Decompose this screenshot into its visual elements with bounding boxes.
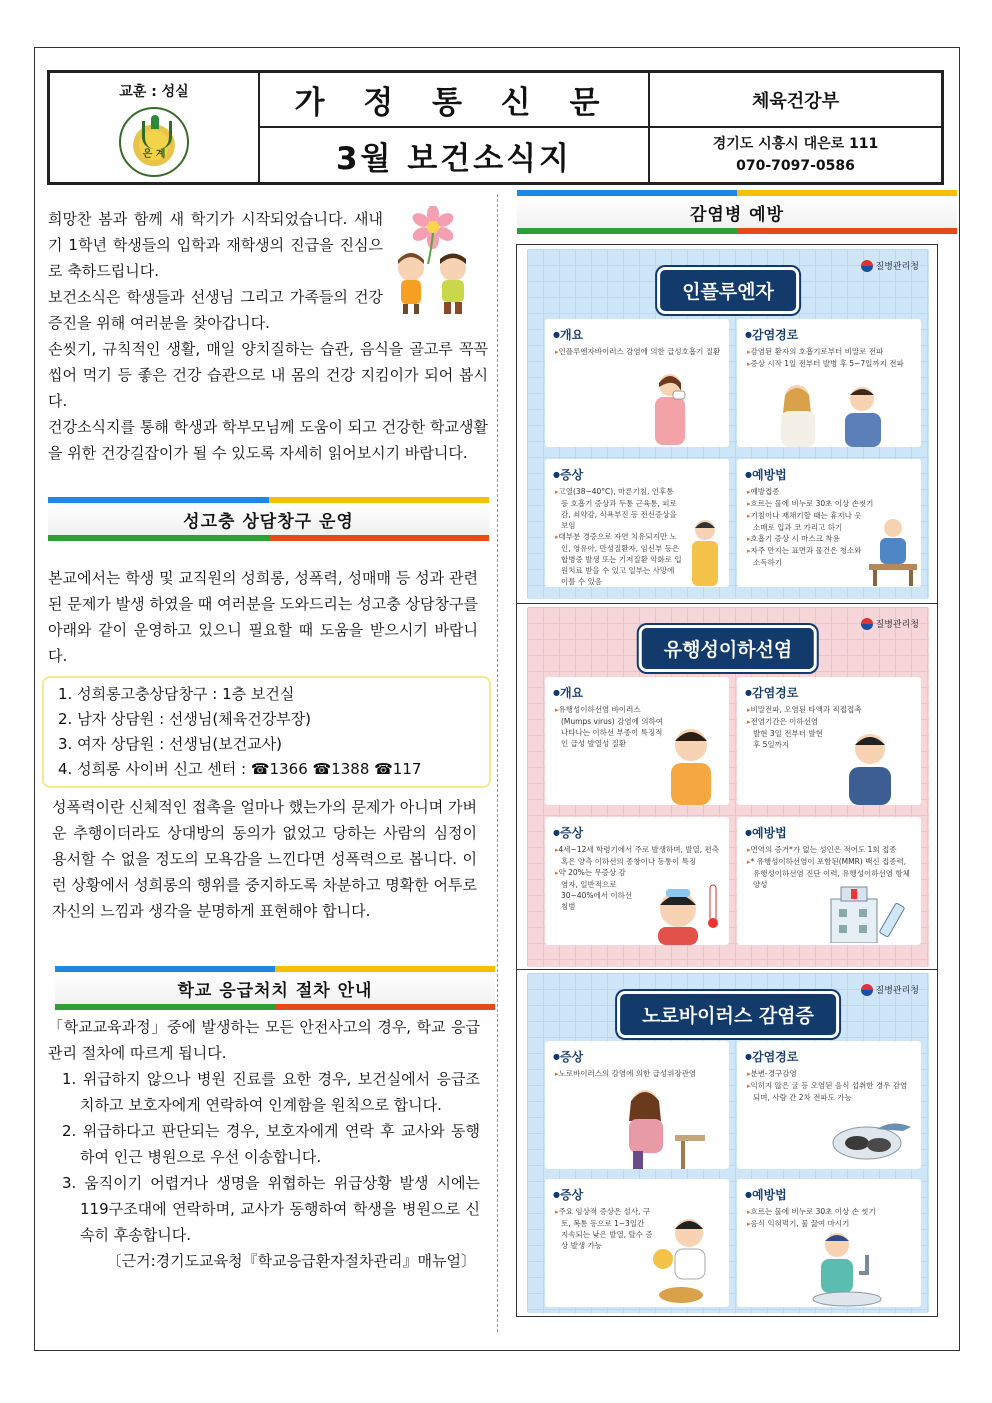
vomiting-person-icon bbox=[635, 1213, 727, 1307]
card-line: ▸ 대부분 경증으로 자연 치유되지만 노인, 영유아, 만성질환자, 임신부 등은 합병증 발생 또는 기저질환 악화로 입원치료 받을 수 있고 일부는 사망에 이를 수 있음 bbox=[553, 531, 683, 587]
card-transmission bbox=[737, 319, 921, 447]
card-line: ▸ 기침이나 재채기할 때는 휴지나 옷소매로 입과 코 가리고 하기 bbox=[745, 510, 865, 533]
coughing-man-icon bbox=[825, 721, 915, 805]
cleaning-person-icon bbox=[865, 514, 921, 586]
poster-norovirus bbox=[527, 973, 929, 1313]
card-prevention bbox=[737, 1179, 921, 1307]
firstaid-section bbox=[48, 1014, 480, 1274]
poster-title: 유행성이하선염 bbox=[639, 625, 817, 672]
poster-separator bbox=[517, 969, 937, 970]
card-heading: ● 감염경로 bbox=[745, 1048, 914, 1065]
school-phone: 070-7097-0586 bbox=[736, 158, 855, 174]
sneezing-people-icon bbox=[757, 377, 907, 447]
child-boy-icon bbox=[440, 254, 466, 315]
kdca-label: 질병관리청 bbox=[875, 620, 919, 630]
card-transmission bbox=[737, 677, 921, 805]
card-line: ▸ 음식 익혀먹기, 물 끓여 마시기 bbox=[745, 1218, 914, 1230]
sick-woman-seated-icon bbox=[605, 1081, 715, 1169]
card-symptoms bbox=[545, 459, 729, 587]
card-line: ▸ 유행성이하선염 바이러스 (Mumps virus) 감염에 의하여 나타나는 이하선 부종이 특징적인 급성 발열성 질환 bbox=[553, 704, 663, 749]
card-line: ▸ 주요 임상적 증상은 설사, 구토, 복통 등으로 1~3일간 지속되는 낮은 발열, 탈수 증상 발생 가능 bbox=[553, 1206, 653, 1251]
card-heading: ● 감염경로 bbox=[745, 684, 914, 701]
card-line: ▸ 자주 만지는 표면과 물건은 청소와 소독하기 bbox=[745, 545, 865, 568]
card-heading: ● 증상 bbox=[553, 466, 722, 483]
card-line: ▸ 예방접종 bbox=[745, 486, 914, 498]
kdca-label: 질병관리청 bbox=[875, 986, 919, 996]
card-overview bbox=[545, 1041, 729, 1169]
card-overview bbox=[545, 319, 729, 447]
kdca-emblem-icon bbox=[861, 260, 873, 272]
card-line: ▸ 비말전파, 오염된 타액과 직접접촉 bbox=[745, 704, 914, 716]
card-prevention bbox=[737, 817, 921, 945]
child-girl-icon bbox=[398, 253, 424, 314]
card-heading: ● 감염경로 bbox=[745, 326, 914, 343]
newsletter-header bbox=[47, 70, 944, 185]
card-line: ▸ 분변-경구감염 bbox=[745, 1068, 914, 1080]
card-heading: ● 개요 bbox=[553, 684, 722, 701]
firstaid-step-3: 3. 움직이기 어렵거나 생명을 위협하는 위급상황 발생 시에는 119구조대에 연락하며, 교사가 동행하여 학생을 병원으로 신속히 후송합니다. bbox=[62, 1174, 480, 1244]
consult-section-header bbox=[48, 497, 489, 541]
emblem-text: 은 계 bbox=[142, 149, 166, 160]
card-line: ▸ 4세~12세 학령기에서 주로 발생하며, 발열, 편측 혹은 양측 이하선의 종창이나 동통이 특징 bbox=[553, 844, 722, 867]
coughing-woman-icon bbox=[615, 367, 715, 445]
card-line: ▸ 증상 시작 1일 전부터 발병 후 5~7일까지 전파 bbox=[745, 358, 914, 370]
oyster-fish-icon bbox=[827, 1113, 917, 1163]
firstaid-section-header bbox=[55, 966, 495, 1010]
kdca-logo bbox=[861, 617, 919, 630]
hospital-syringe-icon bbox=[827, 883, 917, 943]
intro-paragraph-4: 건강소식지를 통해 학생과 학부모님께 도움이 되고 건강한 학교생활을 위한 건강길잡이가 될 수 있도록 자세히 읽어보시기 바랍니다. bbox=[48, 418, 488, 462]
contact-cell bbox=[649, 127, 942, 183]
card-line: ▸ 면역의 증거*가 없는 성인은 적어도 1회 접종 bbox=[745, 844, 914, 856]
kdca-label: 질병관리청 bbox=[875, 262, 919, 272]
kdca-logo bbox=[861, 983, 919, 996]
kdca-logo bbox=[861, 259, 919, 272]
school-address: 경기도 시흥시 대은로 111 bbox=[712, 136, 879, 152]
card-heading: ● 증상 bbox=[553, 1048, 722, 1065]
feverish-girl-thermometer-icon bbox=[640, 877, 728, 945]
kdca-emblem-icon bbox=[861, 618, 873, 630]
column-divider bbox=[497, 194, 498, 1332]
card-symptoms bbox=[545, 1179, 729, 1307]
card-prevention bbox=[737, 459, 921, 587]
card-line: ▸ 흐르는 물에 비누로 30초 이상 손씻기 bbox=[745, 498, 914, 510]
consult-item-male-counselor: 2. 남자 상담원 : 선생님(체육건강부장) bbox=[58, 710, 312, 728]
kdca-emblem-icon bbox=[861, 984, 873, 996]
card-line: ▸ 익히지 않은 굴 등 오염된 음식 섭취한 경우 감염되며, 사람 간 2차 전파도 가능 bbox=[745, 1080, 914, 1103]
intro-paragraph-2: 보건소식은 학생들과 선생님 그리고 가족들의 건강증진을 위해 여러분을 찾아갑니다. bbox=[48, 288, 383, 332]
department-name: 체육건강부 bbox=[649, 72, 942, 127]
sick-person-icon bbox=[680, 514, 729, 586]
poster-separator bbox=[517, 603, 937, 604]
newsletter-subtitle: 3월 보건소식지 bbox=[259, 127, 649, 183]
consult-item-female-counselor: 3. 여자 상담원 : 선생님(보건교사) bbox=[58, 735, 283, 753]
card-heading: ● 증상 bbox=[553, 824, 722, 841]
card-line: ▸ 감염된 환자의 호흡기로부터 비말로 전파 bbox=[745, 346, 914, 358]
card-line: ▸ 흐르는 물에 비누로 30초 이상 손 씻기 bbox=[745, 1206, 914, 1218]
card-line: ▸ 고열(38~40°C), 마른기침, 인후통 등 호흡기 증상과 두통 근육통, 피로감, 쇠약감, 식욕부진 등 전신증상을 보임 bbox=[553, 486, 683, 531]
poster-title: 노로바이러스 감염증 bbox=[617, 991, 839, 1038]
newsletter-title: 가 정 통 신 문 bbox=[259, 72, 649, 127]
swollen-cheek-person-icon bbox=[655, 717, 727, 805]
card-overview bbox=[545, 677, 729, 805]
firstaid-step-1: 1. 위급하지 않으나 병원 진료를 요한 경우, 보건실에서 응급조치하고 보호자에게 연락하여 인계함을 원칙으로 합니다. bbox=[62, 1070, 480, 1114]
card-line: ▸ 약 20%는 무증상 감염자, 일반적으로 30~40%에서 이하선 침범 bbox=[553, 867, 633, 912]
card-line: ▸ 노로바이러스의 감염에 의한 급성위장관염 bbox=[553, 1068, 722, 1080]
handwashing-person-icon bbox=[787, 1227, 897, 1307]
school-logo-cell bbox=[49, 72, 259, 183]
consult-info-box bbox=[42, 676, 491, 788]
infection-section-header bbox=[517, 190, 957, 234]
consult-body: 본교에서는 학생 및 교직원의 성희롱, 성폭력, 성매매 등 성과 관련된 문제가 발생 하였을 때 여러분을 도와드리는 성고충 상담창구를 아래와 같이 운영하고 있으니 필요할 때 도움을 받으시기 바랍니다. bbox=[48, 569, 478, 665]
card-heading: ● 예방법 bbox=[745, 1186, 914, 1203]
intro-paragraph-3: 손씻기, 규칙적인 생활, 매일 양치질하는 습관, 음식을 골고루 꼭꼭 씹어 먹기 등 좋은 건강 습관으로 내 몸의 건강 지킴이가 되어 봅시다. bbox=[48, 340, 488, 410]
intro-paragraph-1: 희망찬 봄과 함께 새 학기가 시작되었습니다. 새내기 1학년 학생들의 입학과 재학생의 진급을 진심으로 축하드립니다. bbox=[48, 210, 383, 280]
card-heading: ● 개요 bbox=[553, 326, 722, 343]
card-heading: ● 예방법 bbox=[745, 466, 914, 483]
poster-influenza bbox=[527, 249, 929, 599]
infection-posters-frame bbox=[516, 244, 938, 1317]
school-motto: 교훈 : 성실 bbox=[119, 84, 189, 100]
card-line: ▸ * 유행성이하선염이 포함된(MMR) 백신 접종력, 유행성이하선염 진단 이력, 유행성이하선염 항체 양성 bbox=[745, 856, 914, 890]
consult-item-location: 1. 성희롱고충상담창구 : 1층 보건실 bbox=[58, 685, 295, 703]
school-emblem-icon bbox=[119, 107, 189, 177]
poster-title: 인플루엔자 bbox=[657, 267, 799, 314]
firstaid-heading: 학교 응급처치 절차 안내 bbox=[55, 972, 495, 1004]
consult-heading: 성고충 상담창구 운영 bbox=[48, 503, 489, 535]
card-heading: ● 증상 bbox=[553, 1186, 722, 1203]
children-flower-illustration bbox=[383, 206, 483, 316]
card-line: ▸ 인플루엔자바이러스 감염에 의한 급성호흡기 질환 bbox=[553, 346, 722, 358]
poster-mumps bbox=[527, 607, 929, 967]
card-line: ▸ 호흡기 증상 시 마스크 착용 bbox=[745, 533, 865, 545]
card-symptoms bbox=[545, 817, 729, 945]
card-transmission bbox=[737, 1041, 921, 1169]
infection-heading: 감염병 예방 bbox=[517, 196, 957, 228]
sexual-violence-definition: 성폭력이란 신체적인 접촉을 얼마나 했는가의 문제가 아니며 가벼운 추행이더라도 상대방의 동의가 없었고 당하는 사람의 심정이 용서할 수 없을 정도의 모욕감을 느낀다면 성폭력으로 봅니다. 이런 상황에서 성희롱의 행위를 중지하도록 차분하고 명확한 어투로 자신의 느낌과 생각을 분명하게 표현해야 합니다. bbox=[52, 798, 477, 920]
firstaid-lead: 「학교교육과정」중에 발생하는 모든 안전사고의 경우, 학교 응급관리 절차에 따르게 됩니다. bbox=[48, 1018, 480, 1062]
card-heading: ● 예방법 bbox=[745, 824, 914, 841]
consult-item-cyber-report: 4. 성희롱 사이버 신고 센터 : ☎1366 ☎1388 ☎117 bbox=[58, 760, 422, 778]
card-line: ▸ 전염기간은 이하선염 발현 3일 전부터 발현 후 5일까지 bbox=[745, 716, 825, 750]
firstaid-source: 〔근거:경기도교육청『학교응급환자절차관리』매뉴얼〕 bbox=[106, 1252, 476, 1270]
firstaid-step-2: 2. 위급하다고 판단되는 경우, 보호자에게 연락 후 교사와 동행하여 인근 병원으로 우선 이송합니다. bbox=[62, 1122, 480, 1166]
